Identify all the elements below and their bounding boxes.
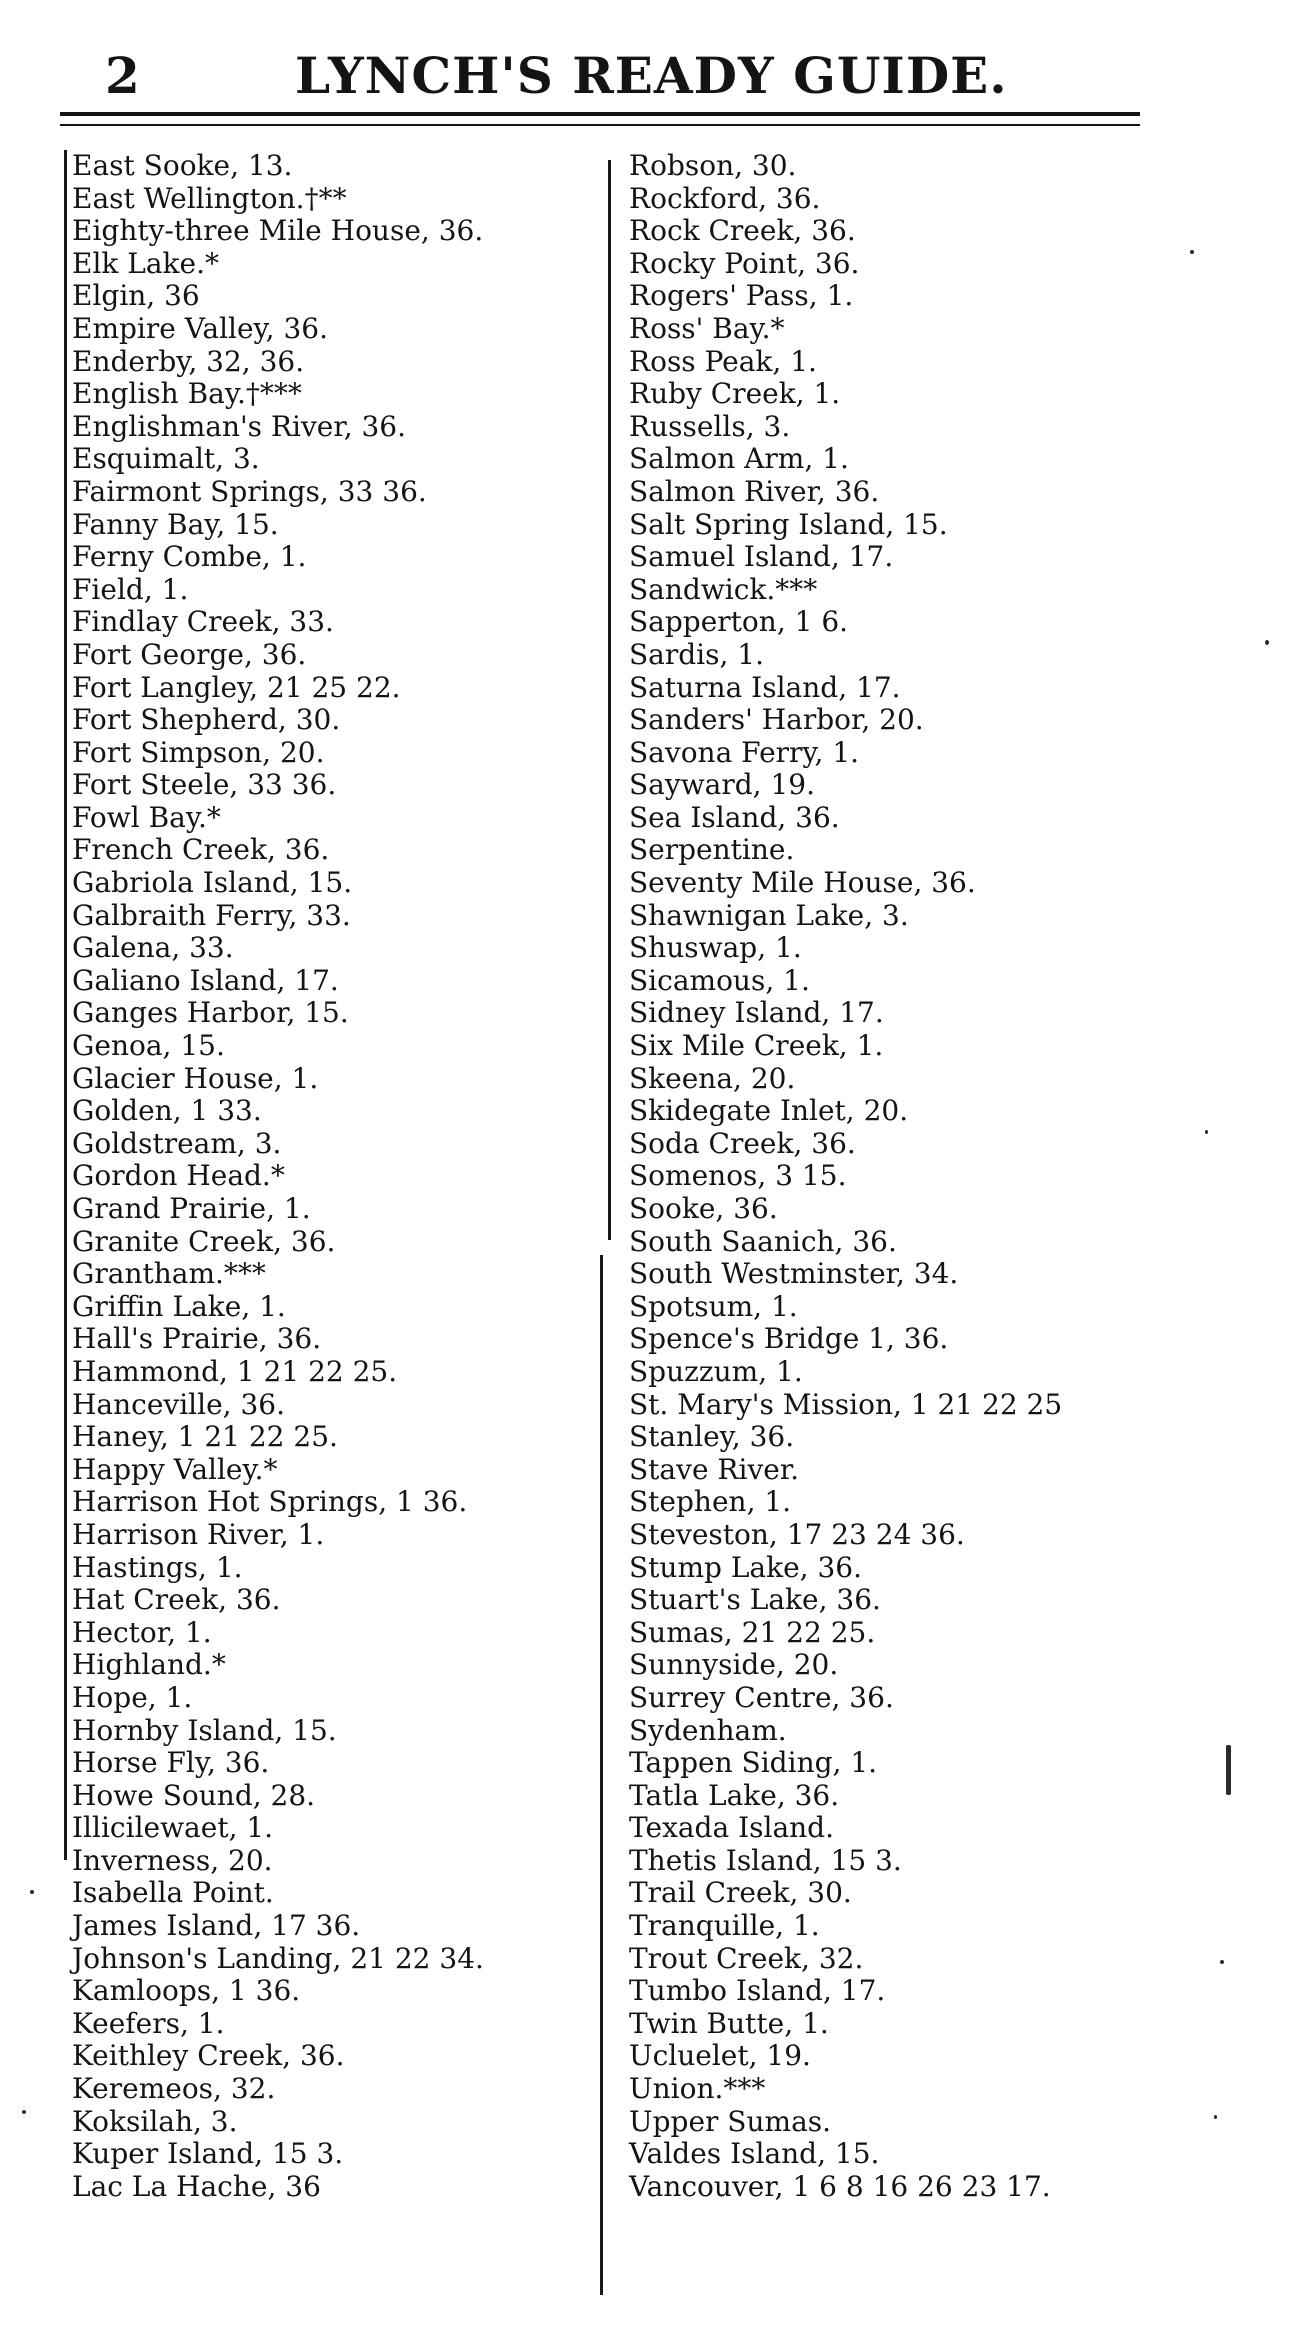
index-entry: Sidney Island, 17. <box>629 997 884 1030</box>
print-speck <box>22 2110 26 2114</box>
index-entry: Sandwick.*** <box>629 573 818 606</box>
index-entry: Fairmont Springs, 33 36. <box>72 475 427 508</box>
index-entry: Tranquille, 1. <box>629 1910 820 1943</box>
index-entry: Horse Fly, 36. <box>72 1747 270 1780</box>
index-entry: Harrison Hot Springs, 1 36. <box>72 1486 468 1519</box>
index-entry: English Bay.†*** <box>72 378 302 411</box>
index-entry: Stump Lake, 36. <box>629 1551 862 1584</box>
index-entry: Elk Lake.* <box>72 247 219 280</box>
index-entry: Gordon Head.* <box>72 1160 285 1193</box>
index-entry: Spence's Bridge 1, 36. <box>629 1323 949 1356</box>
index-entry: Tumbo Island, 17. <box>629 1975 886 2008</box>
page-header <box>60 38 1140 118</box>
index-entry: Englishman's River, 36. <box>72 410 407 443</box>
index-entry: Salmon River, 36. <box>629 475 880 508</box>
index-entry: Sydenham. <box>629 1714 787 1747</box>
index-entry: Somenos, 3 15. <box>629 1160 847 1193</box>
index-entry: French Creek, 36. <box>72 834 330 867</box>
index-entry: Sardis, 1. <box>629 638 765 671</box>
index-entry: Hector, 1. <box>72 1616 212 1649</box>
index-entry: Six Mile Creek, 1. <box>629 1030 884 1063</box>
print-speck <box>1214 2115 1217 2119</box>
print-speck <box>30 1890 34 1894</box>
index-entry: Kamloops, 1 36. <box>72 1975 301 2008</box>
index-entry: Stuart's Lake, 36. <box>629 1584 881 1617</box>
index-entry: Ganges Harbor, 15. <box>72 997 349 1030</box>
index-entry: Ucluelet, 19. <box>629 2040 811 2073</box>
index-entry: Ruby Creek, 1. <box>629 378 841 411</box>
index-entry: Fort George, 36. <box>72 638 307 671</box>
column-divider-lower <box>600 1255 603 2295</box>
left-column-entries <box>52 150 592 2203</box>
index-entry: Salmon Arm, 1. <box>629 443 849 476</box>
index-entry: Lac La Hache, 36 <box>72 2170 321 2203</box>
index-entry: East Wellington.†** <box>72 182 347 215</box>
index-entry: Sea Island, 36. <box>629 801 840 834</box>
index-entry: Hammond, 1 21 22 25. <box>72 1355 398 1388</box>
header-rule-thin <box>60 124 1140 126</box>
index-entry: Kuper Island, 15 3. <box>72 2138 344 2171</box>
index-entry: Hall's Prairie, 36. <box>72 1323 322 1356</box>
index-entry: Stephen, 1. <box>629 1486 792 1519</box>
index-entry: Galiano Island, 17. <box>72 964 339 997</box>
running-title: LYNCH'S READY GUIDE. <box>295 46 1008 105</box>
index-entry: Fowl Bay.* <box>72 801 221 834</box>
index-entry: Fort Langley, 21 25 22. <box>72 671 401 704</box>
index-entry: Shuswap, 1. <box>629 932 802 965</box>
index-entry: Ross Peak, 1. <box>629 345 817 378</box>
index-entry: Rocky Point, 36. <box>629 247 860 280</box>
index-entry: South Westminster, 34. <box>629 1258 959 1291</box>
index-entry: Steveston, 17 23 24 36. <box>629 1518 965 1551</box>
index-entry: Genoa, 15. <box>72 1030 225 1063</box>
index-entry: Samuel Island, 17. <box>629 541 894 574</box>
header-rule-thick <box>60 112 1140 116</box>
index-entry: Fanny Bay, 15. <box>72 508 279 541</box>
index-entry: South Saanich, 36. <box>629 1225 897 1258</box>
index-entry: Sooke, 36. <box>629 1193 778 1225</box>
index-entry: Granite Creek, 36. <box>72 1225 336 1258</box>
index-entry: Grand Prairie, 1. <box>72 1193 311 1225</box>
index-entry: Stave River. <box>629 1453 800 1486</box>
index-entry: Howe Sound, 28. <box>72 1779 316 1812</box>
index-entry: Hope, 1. <box>72 1681 193 1714</box>
print-speck <box>1265 640 1269 645</box>
index-entry: Sayward, 19. <box>629 769 815 802</box>
index-entry: Keithley Creek, 36. <box>72 2040 345 2073</box>
index-entry: Soda Creek, 36. <box>629 1127 856 1160</box>
index-entry: Ross' Bay.* <box>629 312 785 345</box>
index-entry: Sapperton, 1 6. <box>629 606 849 639</box>
index-entry: Surrey Centre, 36. <box>629 1681 894 1714</box>
index-entry: Union.*** <box>629 2073 766 2106</box>
index-entry: Skidegate Inlet, 20. <box>629 1095 909 1128</box>
index-entry: Seventy Mile House, 36. <box>629 867 976 900</box>
index-entry: Texada Island. <box>629 1812 835 1845</box>
index-entry: Hanceville, 36. <box>72 1388 285 1421</box>
index-entry: Skeena, 20. <box>629 1062 796 1095</box>
index-entry: Hastings, 1. <box>72 1551 243 1584</box>
index-entry: Elgin, 36 <box>72 280 200 313</box>
right-column-entries <box>615 150 1175 2203</box>
index-entry: Saturna Island, 17. <box>629 671 901 704</box>
index-entry: Valdes Island, 15. <box>629 2138 880 2171</box>
index-entry: Goldstream, 3. <box>72 1127 282 1160</box>
index-entry: Grantham.*** <box>72 1258 266 1291</box>
index-entry: Hat Creek, 36. <box>72 1584 281 1617</box>
print-speck <box>1226 1745 1231 1795</box>
index-entry: Galena, 33. <box>72 932 234 965</box>
index-entry: Ferny Combe, 1. <box>72 541 307 574</box>
index-entry: St. Mary's Mission, 1 21 22 25 <box>629 1388 1063 1421</box>
print-speck <box>1220 1960 1224 1964</box>
index-entry: Enderby, 32, 36. <box>72 345 305 378</box>
index-entry: Fort Steele, 33 36. <box>72 769 337 802</box>
index-entry: Harrison River, 1. <box>72 1518 325 1551</box>
index-entry: Serpentine. <box>629 834 795 867</box>
index-entry: Highland.* <box>72 1649 226 1682</box>
index-entry: Griffin Lake, 1. <box>72 1290 286 1323</box>
index-entry: Fort Simpson, 20. <box>72 736 325 769</box>
index-entry: Galbraith Ferry, 33. <box>72 899 351 932</box>
index-entry: Johnson's Landing, 21 22 34. <box>72 1942 484 1975</box>
print-speck <box>1190 250 1194 254</box>
index-entry: Esquimalt, 3. <box>72 443 260 476</box>
index-entry: Sumas, 21 22 25. <box>629 1616 876 1649</box>
index-entry: Sunnyside, 20. <box>629 1649 839 1682</box>
index-entry: Trail Creek, 30. <box>629 1877 852 1910</box>
page-number: 2 <box>105 46 140 105</box>
index-entry: Rock Creek, 36. <box>629 215 856 248</box>
index-entry: Gabriola Island, 15. <box>72 867 353 900</box>
index-entry: Koksilah, 3. <box>72 2105 238 2138</box>
index-entry: Tatla Lake, 36. <box>629 1779 840 1812</box>
index-entry: East Sooke, 13. <box>72 150 293 182</box>
index-entry: Upper Sumas. <box>629 2105 832 2138</box>
index-entry: Thetis Island, 15 3. <box>629 1844 902 1877</box>
index-entry: Trout Creek, 32. <box>629 1942 864 1975</box>
index-entry: Isabella Point. <box>72 1877 274 1910</box>
index-entry: Russells, 3. <box>629 410 791 443</box>
index-entry: Tappen Siding, 1. <box>629 1747 878 1780</box>
index-entry: Empire Valley, 36. <box>72 312 328 345</box>
index-entry: Rogers' Pass, 1. <box>629 280 854 313</box>
index-entry: Sanders' Harbor, 20. <box>629 704 924 737</box>
index-entry: James Island, 17 36. <box>72 1910 361 1943</box>
index-entry: Vancouver, 1 6 8 16 26 23 17. <box>629 2170 1051 2203</box>
index-entry: Rockford, 36. <box>629 182 821 215</box>
index-entry: Salt Spring Island, 15. <box>629 508 948 541</box>
print-speck <box>1205 1130 1208 1134</box>
index-entry: Field, 1. <box>72 573 189 606</box>
index-entry: Twin Butte, 1. <box>629 2007 829 2040</box>
index-entry: Glacier House, 1. <box>72 1062 319 1095</box>
index-entry: Happy Valley.* <box>72 1453 278 1486</box>
index-entry: Inverness, 20. <box>72 1844 273 1877</box>
index-entry: Sicamous, 1. <box>629 964 810 997</box>
index-entry: Findlay Creek, 33. <box>72 606 334 639</box>
index-entry: Keefers, 1. <box>72 2007 225 2040</box>
index-entry: Robson, 30. <box>629 150 797 182</box>
column-divider-upper <box>608 160 611 1240</box>
index-entry: Spuzzum, 1. <box>629 1355 803 1388</box>
index-entry: Savona Ferry, 1. <box>629 736 860 769</box>
index-entry: Stanley, 36. <box>629 1421 795 1454</box>
index-entry: Fort Shepherd, 30. <box>72 704 341 737</box>
index-entry: Keremeos, 32. <box>72 2073 276 2106</box>
index-entry: Haney, 1 21 22 25. <box>72 1421 338 1454</box>
index-entry: Shawnigan Lake, 3. <box>629 899 909 932</box>
index-entry: Illicilewaet, 1. <box>72 1812 274 1845</box>
index-entry: Spotsum, 1. <box>629 1290 798 1323</box>
index-entry: Hornby Island, 15. <box>72 1714 337 1747</box>
index-entry: Golden, 1 33. <box>72 1095 262 1128</box>
index-entry: Eighty-three Mile House, 36. <box>72 215 484 248</box>
